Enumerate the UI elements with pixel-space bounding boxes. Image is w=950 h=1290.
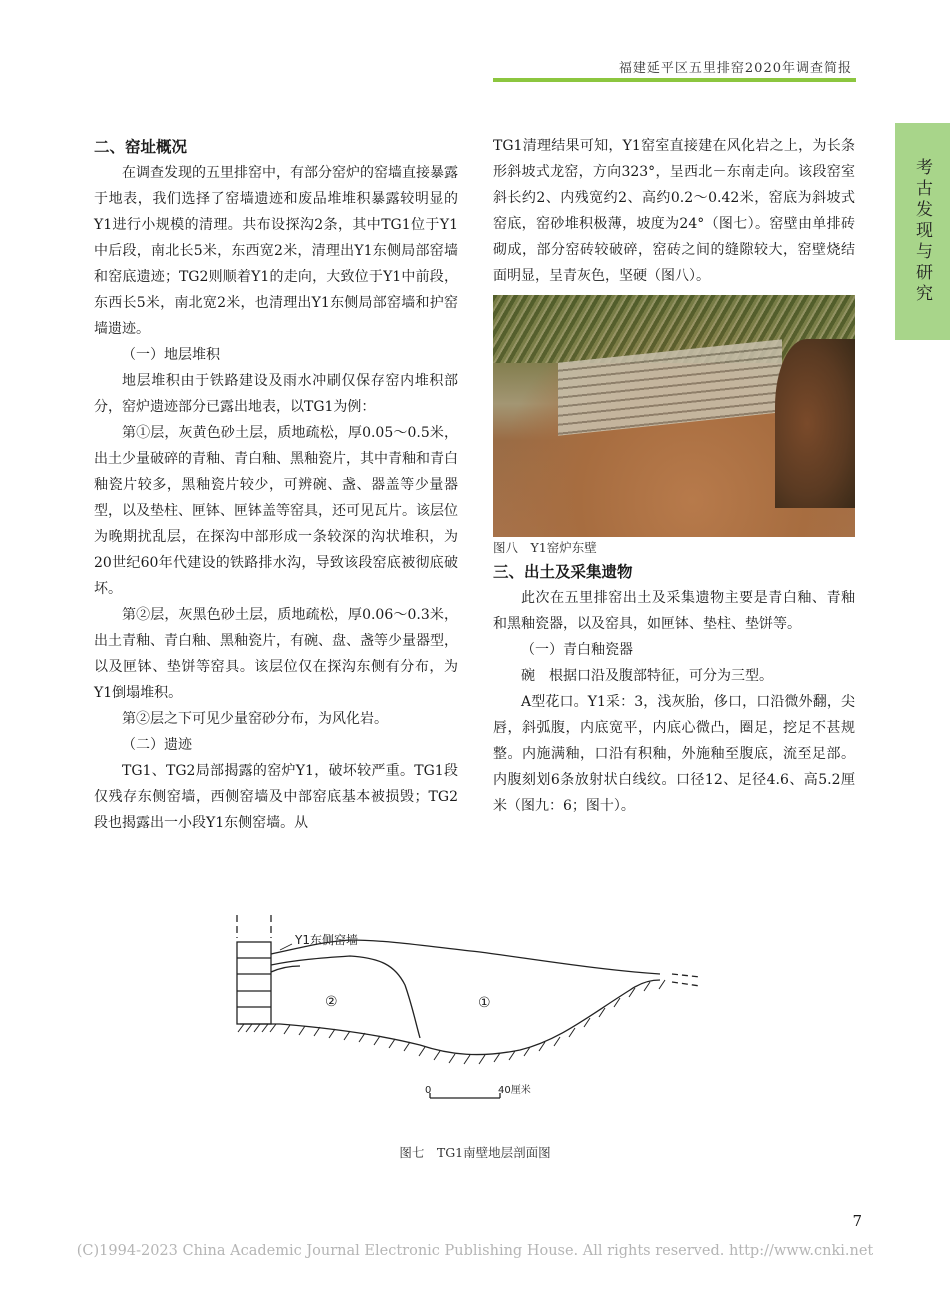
paragraph-strata-intro: 地层堆积由于铁路建设及雨水冲刷仅保存窑内堆积部分，窑炉遗迹部分已露出地表，以TG1为例： [94,373,458,415]
section-side-tab [895,123,950,340]
scale-end: 40厘米 [498,1085,531,1096]
photo-caption: 图八 Y1窑炉东壁 [493,540,597,555]
page-number: 7 [852,1212,862,1230]
running-header: 福建延平区五里排窑2020年调查简报 [618,61,852,76]
right-column [493,133,855,819]
paragraph-below-layer: 第②层之下可见少量窑砂分布，为风化岩。 [122,711,388,727]
section-heading-2: 二、窑址概况 [94,138,188,156]
paragraph-bowl-intro: 碗 根据口沿及腹部特征，可分为三型。 [521,668,773,684]
label-layer-1: ① [478,995,491,1011]
header-rule [493,78,856,82]
scale-zero: 0 [425,1085,432,1096]
paragraph-intro: 在调查发现的五里排窑中，有部分窑炉的窑墙直接暴露于地表，我们选择了窑墙遗迹和废品堆堆积暴露较明显的Y1进行小规模的清理。共布设探沟2条，其中TG1位于Y1中后段，南北长5米，东西宽2米，清理出Y1东侧局部窑墙和窑底遗迹；TG2则顺着Y1的走向，大致位于Y1中前段，东西长5米，南北宽2米，也清理出Y1东侧局部窑墙和护窑墙遗迹。 [94,165,458,337]
paragraph-remains: TG1、TG2局部揭露的窑炉Y1，破坏较严重。TG1段仅残存东侧窑墙，西侧窑墙及中部窑底基本被损毁；TG2段也揭露出一小段Y1东侧窑墙。从 [94,763,458,831]
section-heading-3: 三、出土及采集遗物 [493,563,633,581]
figure7-caption: 图七 TG1南壁地层剖面图 [399,1145,551,1160]
paragraph-type-a: A型花口。Y1采：3，浅灰胎，侈口，口沿微外翻，尖唇，斜弧腹，内底宽平，内底心微凸，圈足，挖足不甚规整。内施满釉，口沿有积釉，外施釉至腹底，流至足部。内腹刻划6条放射状白线纹。口径12、足径4.6、高5.2厘米（图九：6；图十）。 [493,694,855,814]
subheading-qingbai: （一）青白釉瓷器 [521,642,633,658]
left-column [94,134,458,836]
subheading-strata: （一）地层堆积 [122,347,220,363]
label-wall: Y1东侧窑墙 [295,933,358,947]
label-layer-2: ② [325,994,338,1010]
side-tab-label: 考古发现与研究 [912,158,932,305]
photo-soil-bank [775,339,855,508]
kiln-photo [493,295,855,537]
subheading-remains: （二）遗迹 [122,737,192,753]
paragraph-continuation: TG1清理结果可知，Y1窑室直接建在风化岩之上，为长条形斜坡式龙窑，方向323°，呈西北－东南走向。该段窑室斜长约2、内残宽约2、高约0.2～0.42米，窑底为斜坡式窑底，窑砂堆积极薄，坡度为24°（图七）。窑壁由单排砖砌成，部分窑砖较破碎，窑砖之间的缝隙较大，窑壁烧结面明显，呈青灰色，坚硬（图八）。 [493,138,855,284]
stratigraphy-section-drawing [220,910,720,1110]
paragraph-finds-intro: 此次在五里排窑出土及采集遗物主要是青白釉、青釉和黑釉瓷器，以及窑具，如匣钵、垫柱、垫饼等。 [493,590,855,632]
paragraph-layer-1: 第①层，灰黄色砂土层，质地疏松，厚0.05～0.5米，出土少量破碎的青釉、青白釉、黑釉瓷片，其中青釉和青白釉瓷片较多，黑釉瓷片较少，可辨碗、盏、器盖等少量器型，以及垫柱、匣钵、匣钵盖等窑具，还可见瓦片。该层位为晚期扰乱层，在探沟中部形成一条较深的沟状堆积，为20世纪60年代建设的铁路排水沟，导致该段窑底被彻底破坏。 [94,425,458,597]
paragraph-layer-2: 第②层，灰黑色砂土层，质地疏松，厚0.06～0.3米，出土青釉、青白釉、黑釉瓷片，有碗、盘、盏等少量器型，以及匣钵、垫饼等窑具。该层位仅在探沟东侧有分布，为Y1倒塌堆积。 [94,607,458,701]
copyright-footer: (C)1994-2023 China Academic Journal Electronic Publishing House. All rights reserved. http://www.cnki.net [76,1243,874,1259]
